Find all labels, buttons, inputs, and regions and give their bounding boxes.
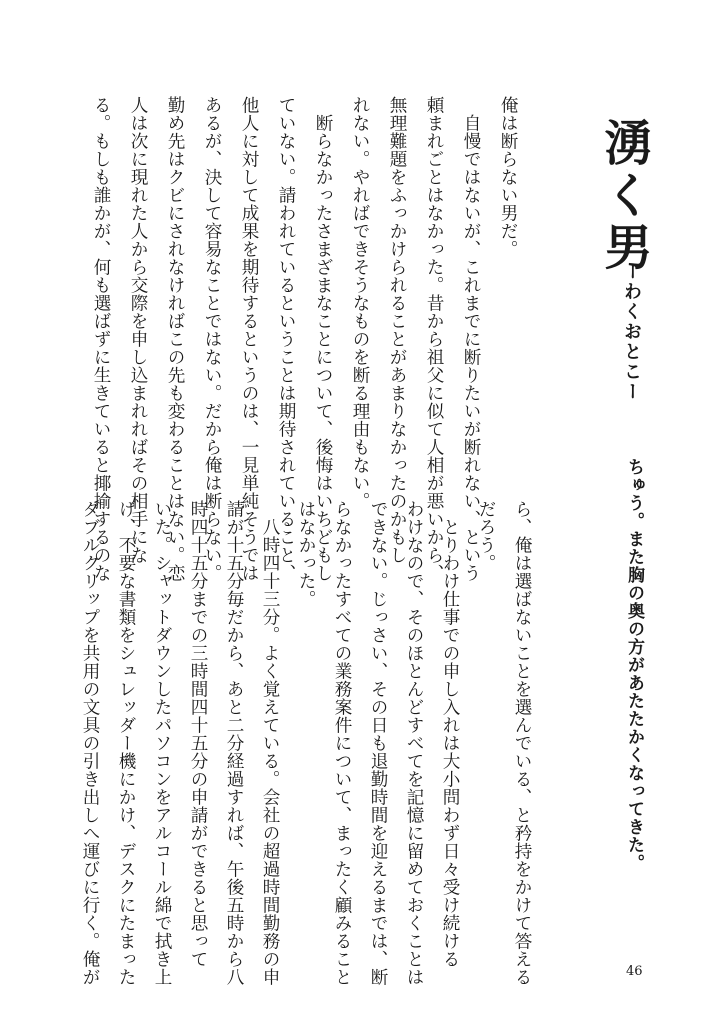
story-title: 湧く男 <box>596 118 652 274</box>
text-column-top-5: れない。やればできそうなものを断る理由もない。 <box>350 96 370 510</box>
text-column-bottom-11: いた。シャットダウンしたパソコンをアルコール綿で拭き上 <box>152 500 172 986</box>
story-subtitle: ーわくおとこー <box>621 262 642 402</box>
text-column-bottom-2: だろう。 <box>476 500 496 572</box>
text-column-bottom-12: げ、不要な書類をシュレッダー機にかけ、デスクにたまった <box>116 500 136 986</box>
text-column-bottom-9: 請が十五分毎だから、あと二分経過すれば、午後五時から八 <box>224 500 244 986</box>
text-column-bottom-1: ら、俺は選ばないことを選んでいる、と矜持をかけて答える <box>512 500 532 986</box>
text-column-top-4: 無理難題をふっかけられることがあまりなかったのかもし <box>387 96 407 564</box>
text-column-bottom-8: 八時四十三分。よく覚えている。会社の超過時間勤務の申 <box>260 500 280 986</box>
text-column-bottom-3: とりわけ仕事での申し入れは大小問わず日々受け続ける <box>440 500 460 968</box>
text-column-top-9: あるが、決して容易なことではない。だから俺は断らない。 <box>202 96 222 582</box>
text-column-bottom-10: 時四十五分までの三時間四十五分の申請ができると思って <box>188 500 208 968</box>
text-column-bottom-13: ダブルクリップを共用の文具の引き出しへ運びに行く。俺が <box>80 500 100 986</box>
text-column-top-8: 他人に対して成果を期待するというのは、一見単純そうでは <box>239 96 259 582</box>
text-column-top-10: 勤め先はクビにされなければこの先も変わることはない。恋 <box>165 96 185 582</box>
text-column-top-6: 断らなかったさまざまなことについて、後悔はいちどもし <box>313 96 333 582</box>
text-column-bottom-5: できない。じっさい、その日も退勤時間を迎えるまでは、断 <box>368 500 388 986</box>
text-column-bottom-4: わけなので、そのほとんどすべてを記憶に留めておくことは <box>404 500 424 986</box>
text-column-top-2: 自慢ではないが、これまでに断りたいが断れない、という <box>461 96 481 582</box>
text-column-top-12: る。もしも誰かが、何も選ばずに生きていると揶揄するのな <box>91 96 111 582</box>
text-column-top-3: 頼まれごとはなかった。昔から祖父に似て人相が悪いから、 <box>424 96 444 582</box>
story-tagline: ちゅう。また胸の奥の方があたたかくなってきた。 <box>624 458 644 872</box>
text-column-top-1: 俺は断らない男だ。 <box>498 96 518 258</box>
text-column-bottom-6: らなかったすべての業務案件について、まったく顧みること <box>332 500 352 986</box>
text-column-top-11: 人は次に現れた人から交際を申し込まれればその相手にな <box>128 96 148 564</box>
page-number: 46 <box>626 964 643 979</box>
text-column-top-7: ていない。請われているということは期待されていること、 <box>276 96 296 582</box>
text-column-bottom-7: はなかった。 <box>296 500 316 608</box>
